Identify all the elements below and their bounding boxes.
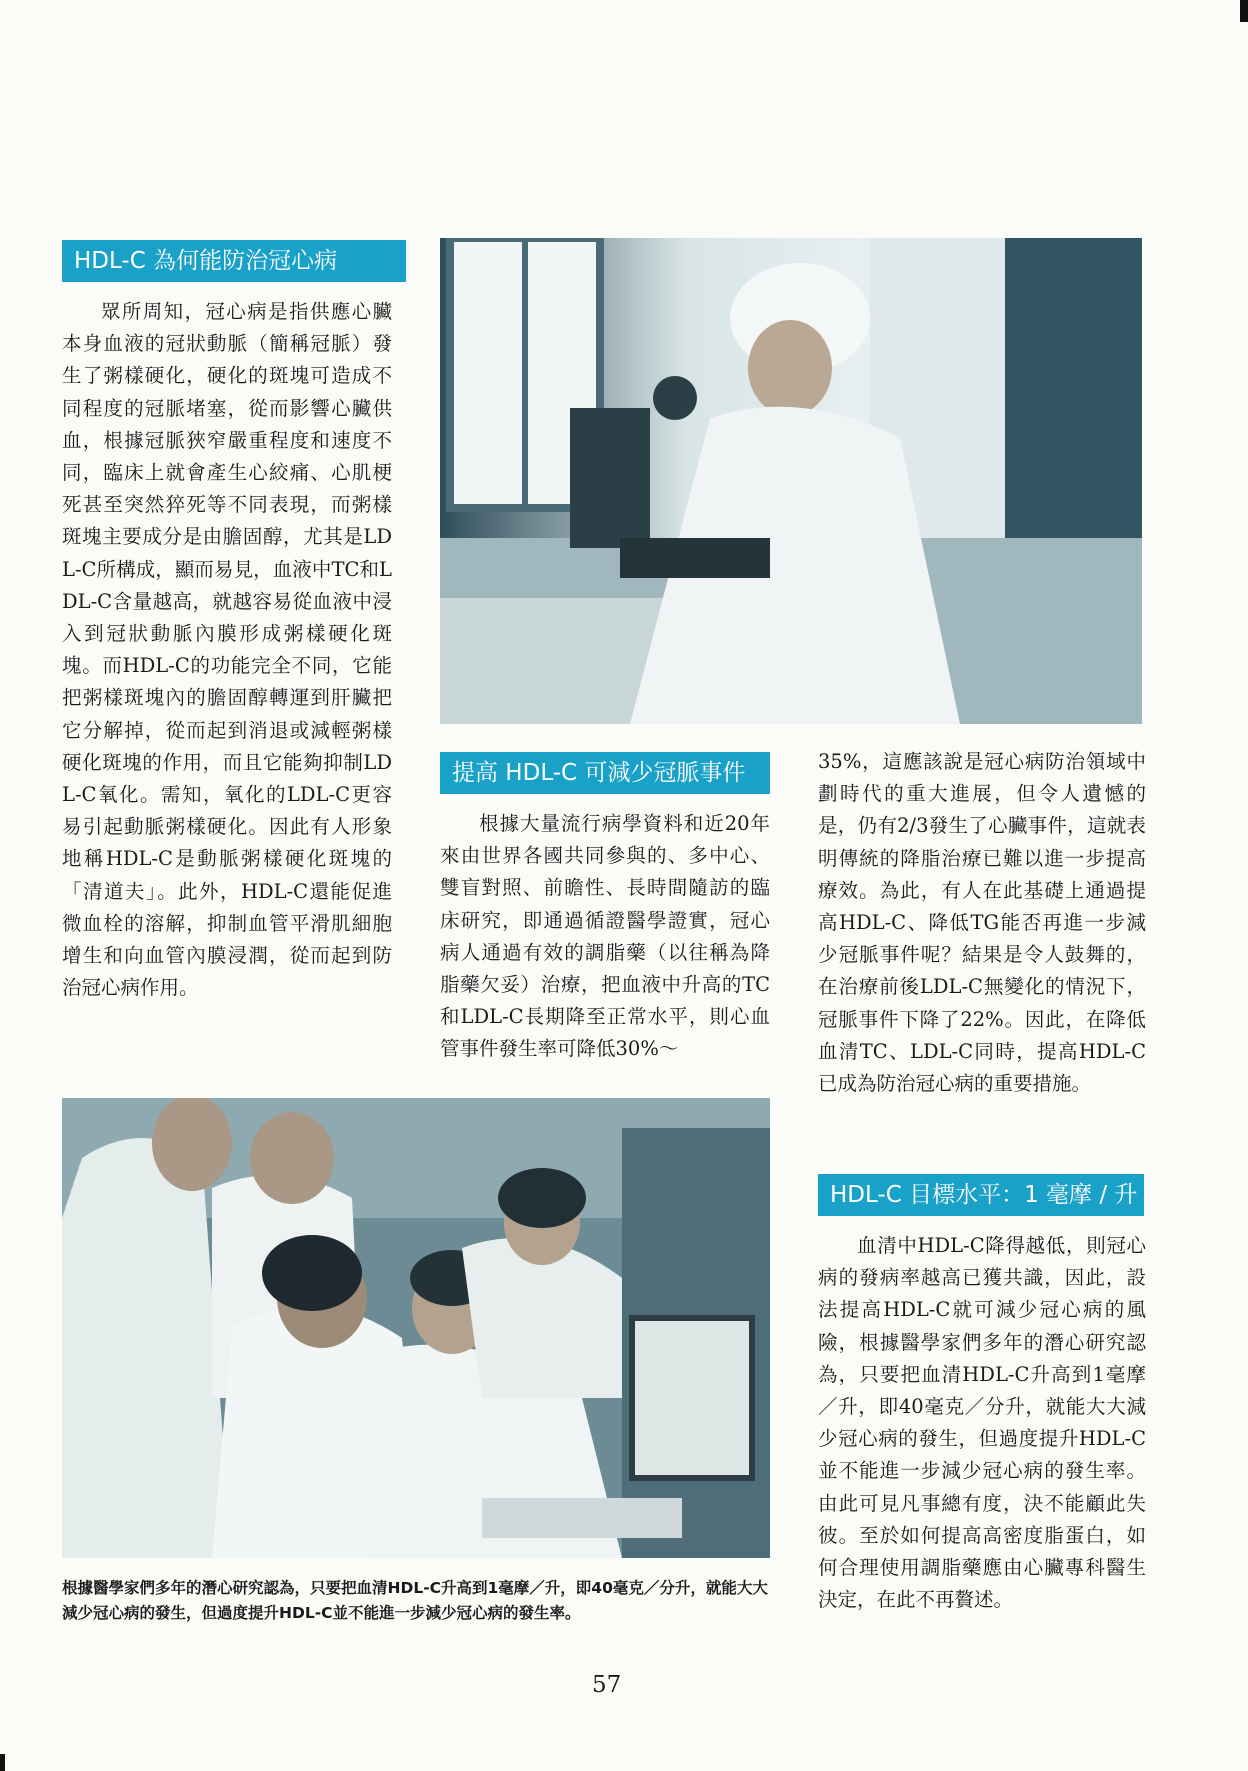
- microscope-photo: [440, 238, 1142, 724]
- microscope-photo-illustration: [440, 238, 1142, 724]
- section-body-reduce-events-part2: 35%，這應該說是冠心病防治領域中劃時代的重大進展，但令人遺憾的是，仍有2/3發生了心臟事件，這就表明傳統的降脂治療已難以進一步提高療效。為此，有人在此基礎上通過提高HDL-C、降低TG能否再進一步減少冠脈事件呢？結果是令人鼓舞的，在治療前後LDL-C無變化的情況下，冠脈事件下降了22%。因此，在降低血清TC、LDL-C同時，提高HDL-C已成為防治冠心病的重要措施。: [818, 750, 1146, 1096]
- section-body-hdl-prevent: 眾所周知，冠心病是指供應心臟本身血液的冠狀動脈（簡稱冠脈）發生了粥樣硬化，硬化的斑塊可造成不同程度的冠脈堵塞，從而影響心臟供血，根據冠脈狹窄嚴重程度和速度不同，臨床上就會產生心絞痛、心肌梗死甚至突然猝死等不同表現，而粥樣斑塊主要成分是由膽固醇，尤其是LDL-C所構成，顯而易見，血液中TC和LDL-C含量越高，就越容易從血液中浸入到冠狀動脈內膜形成粥樣硬化斑塊。而HDL-C的功能完全不同，它能把粥樣斑塊內的膽固醇轉運到肝臟把它分解掉，從而起到消退或減輕粥樣硬化斑塊的作用，而且它能夠抑制LDL-C氧化。需知，氧化的LDL-C更容易引起動脈粥樣硬化。因此有人形象地稱HDL-C是動脈粥樣硬化斑塊的「清道夫」。此外，HDL-C還能促進微血栓的溶解，抑制血管平滑肌細胞增生和向血管內膜浸潤，從而起到防治冠心病作用。: [62, 300, 392, 1000]
- research-team-photo: [62, 1098, 770, 1558]
- section-body-reduce-events-part1: 根據大量流行病學資料和近20年來由世界各國共同參與的、多中心、雙盲對照、前瞻性、長時間隨訪的臨床研究，即通過循證醫學證實，冠心病人通過有效的調脂藥（以往稱為降脂藥欠妥）治療，把血液中升高的TC和LDL-C長期降至正常水平，則心血管事件發生率可降低30%～: [440, 812, 770, 1061]
- section-heading-reduce-events: 提高 HDL-C 可減少冠脈事件: [440, 752, 770, 794]
- section-body-target-level: 血清中HDL-C降得越低，則冠心病的發病率越高已獲共識，因此，設法提高HDL-C就可減少冠心病的風險，根據醫學家們多年的潛心研究認為，只要把血清HDL-C升高到1毫摩／升，即40毫克／分升，就能大大減少冠心病的發生，但過度提升HDL-C並不能進一步減少冠心病的發生率。由此可見凡事總有度，決不能顧此失彼。至於如何提高高密度脂蛋白，如何合理使用調脂藥應由心臟專科醫生決定，在此不再贅述。: [818, 1234, 1146, 1612]
- page-number: 57: [592, 1672, 622, 1698]
- photo-caption: 根據醫學家們多年的潛心研究認為，只要把血清HDL-C升高到1毫摩／升，即40毫克／分升，就能大大減少冠心病的發生，但過度提升HDL-C並不能進一步減少冠心病的發生率。: [62, 1579, 768, 1622]
- scan-edge-mark: [0, 1754, 5, 1771]
- section-heading-hdl-prevent: HDL-C 為何能防治冠心病: [62, 240, 406, 282]
- scan-edge-mark: [1240, 0, 1248, 22]
- research-team-photo-illustration: [62, 1098, 770, 1558]
- section-heading-target-level: HDL-C 目標水平：1 毫摩 / 升: [818, 1174, 1144, 1216]
